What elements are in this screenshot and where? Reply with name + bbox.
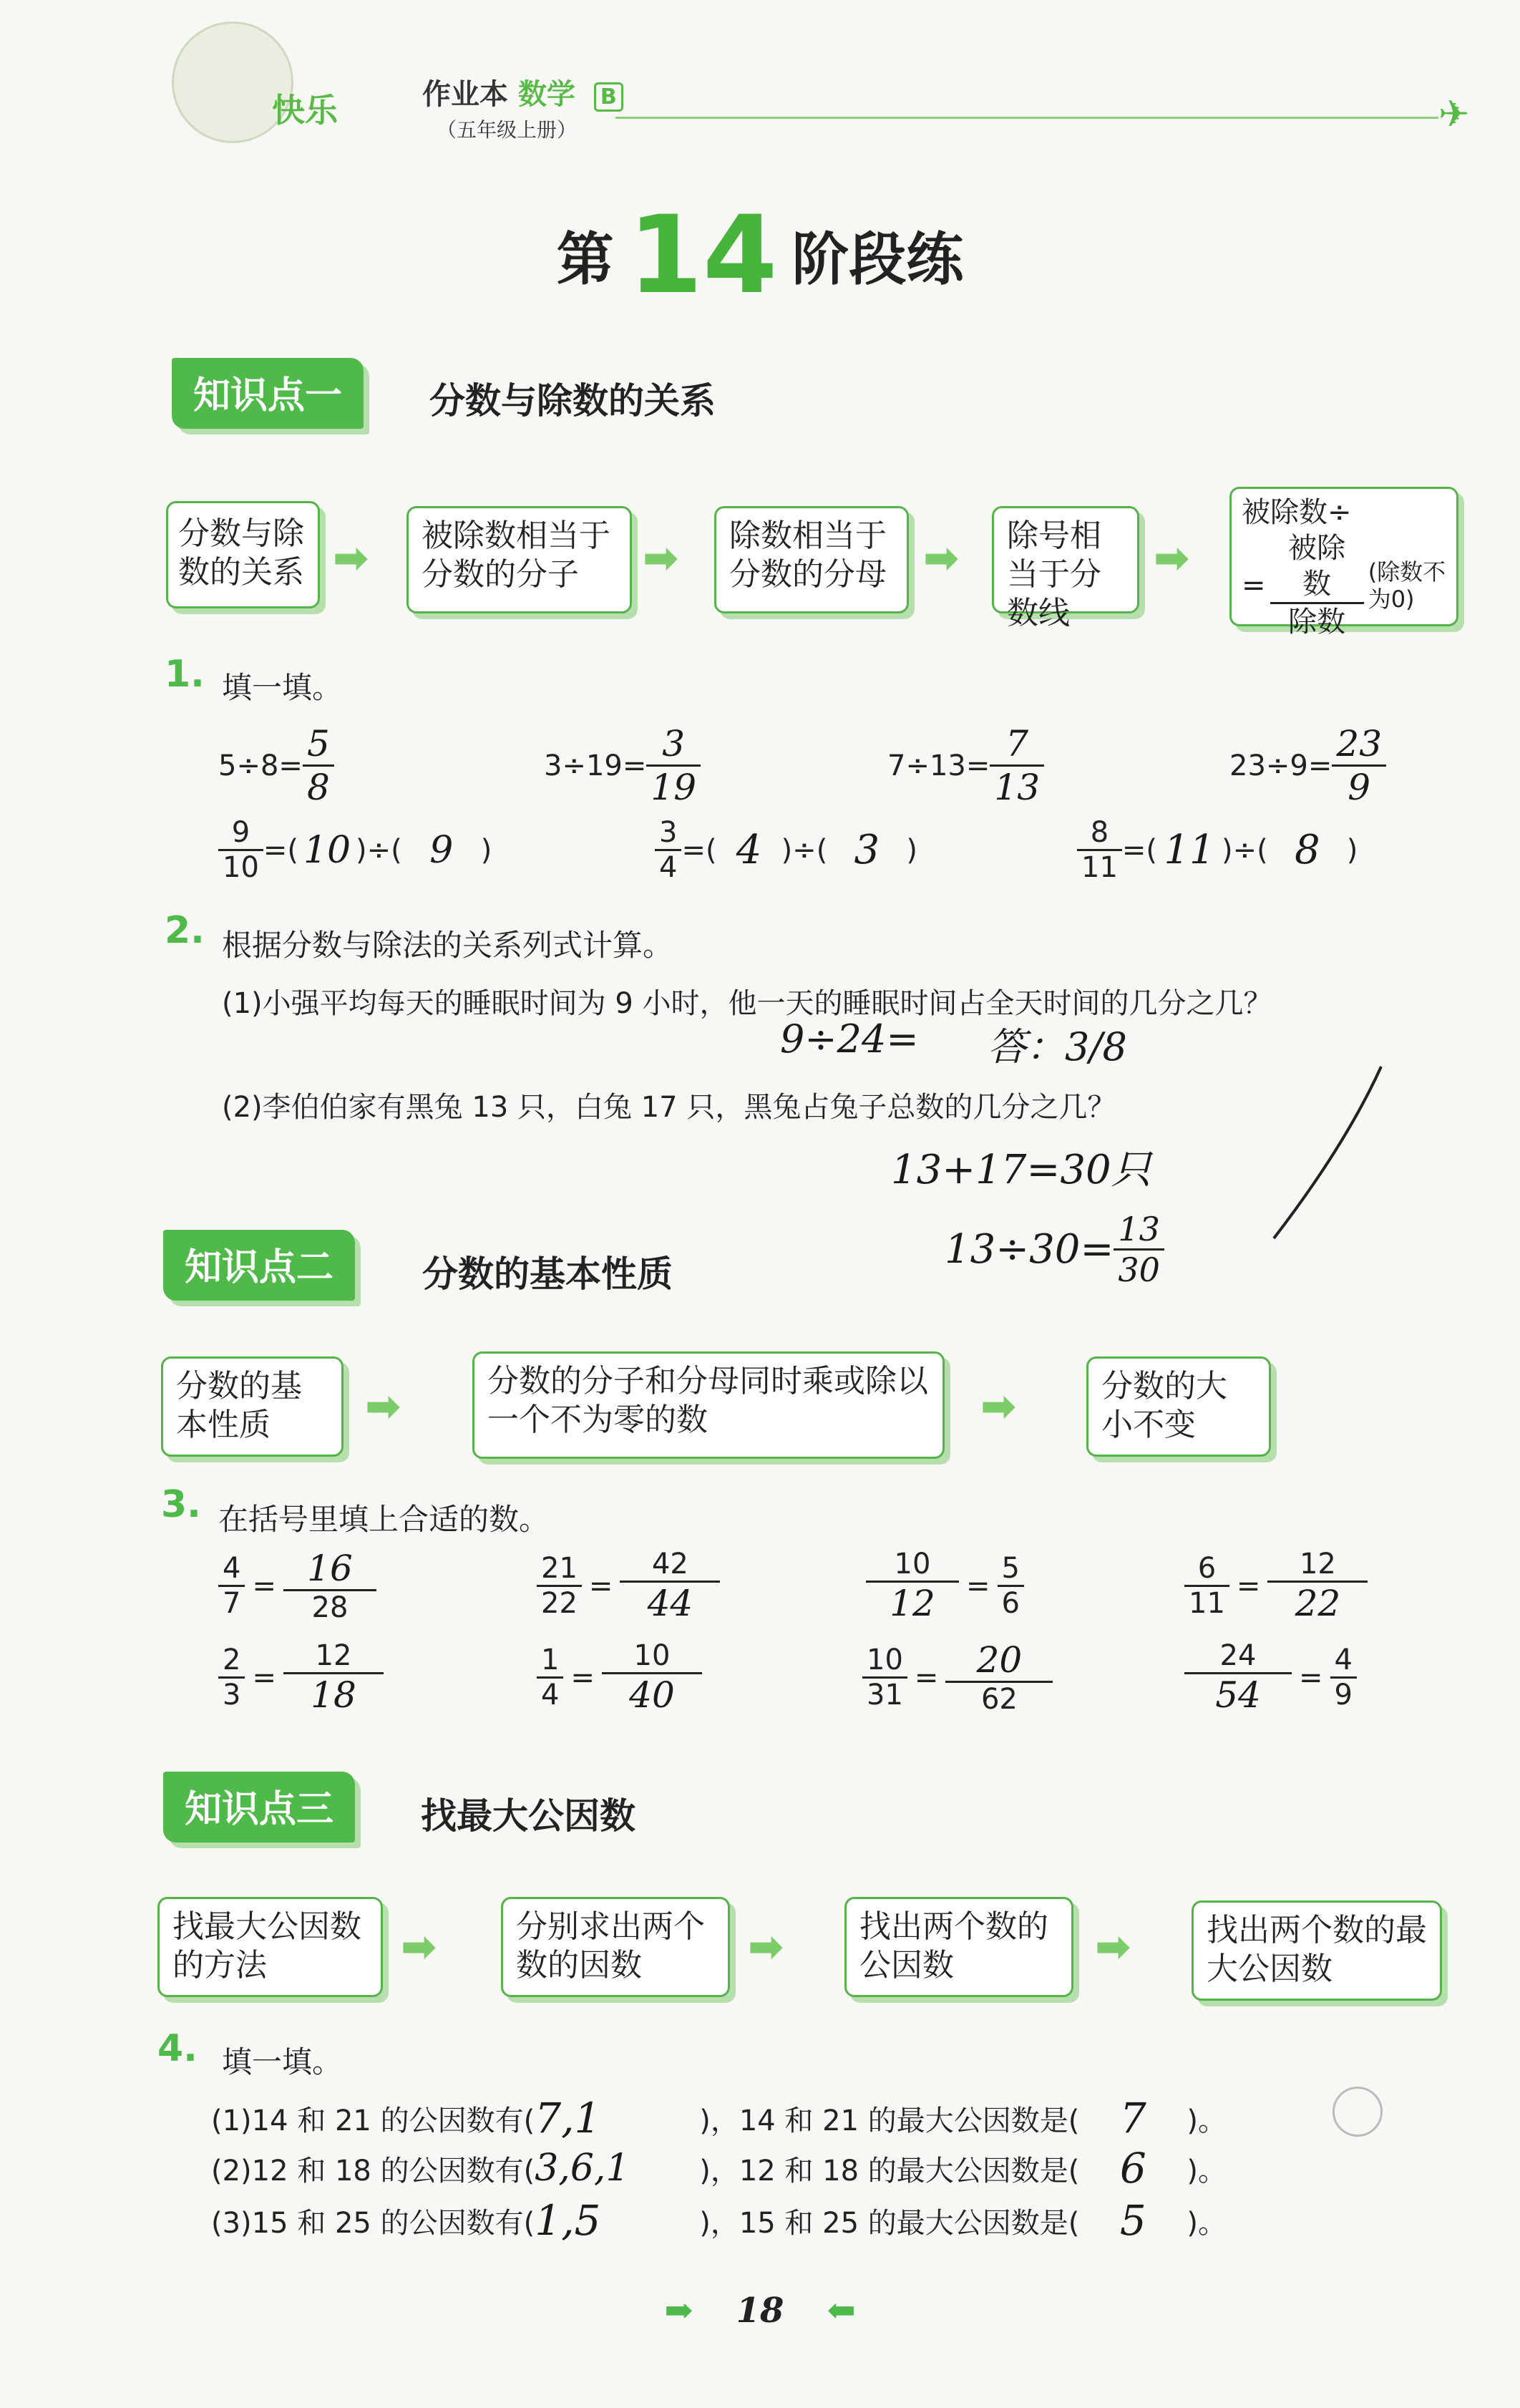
right-fraction xyxy=(1267,1548,1368,1624)
answer-blank: 8 xyxy=(1294,827,1320,873)
q3-item: $\frac{2}{3}$ = $\frac{12}{18}$ xyxy=(218,1639,384,1716)
denominator: 11 xyxy=(1081,851,1118,884)
row-text: (3)15 和 25 的公因数有( xyxy=(211,2206,535,2240)
right-fraction xyxy=(945,1639,1053,1716)
row-text: )，15 和 25 的最大公因数是( xyxy=(699,2206,1080,2240)
numerator: 24 xyxy=(1184,1639,1292,1674)
q1-item: $\frac{8}{11}$ =( 11 )÷( 8 ) xyxy=(1077,816,1358,884)
row-text: )，14 和 21 的最大公因数是( xyxy=(699,2104,1080,2137)
answer-numerator: 5 xyxy=(303,723,334,767)
arrow-right-icon: ➡ xyxy=(980,1382,1017,1432)
q1-item xyxy=(218,723,334,808)
answer-denominator: 19 xyxy=(651,767,697,808)
q4-row xyxy=(211,2196,1227,2245)
arrow-right-icon: ➡ xyxy=(365,1382,401,1432)
row-text: (2)12 和 18 的公因数有( xyxy=(211,2154,535,2188)
answer-numerator: 20 xyxy=(945,1639,1053,1683)
denominator: 6 xyxy=(1001,1587,1020,1620)
grade-label: （五年级上册） xyxy=(437,118,578,142)
pen-stroke xyxy=(1260,1059,1388,1246)
answer-denominator: 22 xyxy=(1295,1583,1341,1624)
expression: 7÷13= xyxy=(887,749,990,782)
stage-number: 14 xyxy=(628,193,778,318)
q4-row xyxy=(211,2094,1227,2142)
arrow-right-icon: ➡ xyxy=(748,1922,784,1972)
right-fraction xyxy=(998,1552,1024,1620)
right-fraction xyxy=(602,1639,702,1716)
answer-blank: 9 xyxy=(429,828,454,872)
q3-item: $\frac{10}{12}$ = $\frac{5}{6}$ xyxy=(866,1548,1024,1624)
answer-denominator: 12 xyxy=(890,1583,935,1624)
answer-denominator: 18 xyxy=(311,1674,356,1716)
answer-blank: 7,1 xyxy=(535,2094,601,2142)
flow-box: 分数的分子和分母同时乘或除以一个不为零的数 xyxy=(472,1351,945,1459)
formula-fraction xyxy=(1270,530,1364,640)
question-text: 填一填。 xyxy=(222,670,343,705)
answer-blank: 4 xyxy=(736,827,762,873)
book-title xyxy=(422,72,623,112)
expression: 3÷19= xyxy=(544,749,647,782)
q1-item: $\frac{9}{10}$ =( 10 )÷( 9 ) xyxy=(218,816,492,884)
denominator: 4 xyxy=(659,851,678,884)
row-text: (1)14 和 21 的公因数有( xyxy=(211,2104,535,2137)
denominator: 10 xyxy=(223,851,259,884)
numerator: 5 xyxy=(998,1552,1024,1587)
section-title-1: 分数与除数的关系 xyxy=(429,380,716,422)
right-fraction xyxy=(1330,1644,1357,1712)
formula-row xyxy=(1242,530,1446,640)
q1-item xyxy=(1229,723,1386,808)
answer-denominator: 9 xyxy=(1348,767,1371,808)
q1-item xyxy=(544,723,701,808)
stage-title xyxy=(0,193,1520,318)
denominator: 28 xyxy=(311,1591,349,1624)
left-fraction xyxy=(866,1548,959,1624)
left-fraction xyxy=(537,1644,563,1712)
arrow-right-icon: ➡ xyxy=(664,2291,693,2331)
row-text: )，12 和 18 的最大公因数是( xyxy=(699,2154,1080,2188)
left-fraction xyxy=(1184,1639,1292,1716)
flow-box: 分数与除数的关系 xyxy=(166,501,320,608)
numerator: 4 xyxy=(1330,1644,1357,1679)
left-fraction xyxy=(862,1644,907,1712)
numerator: 4 xyxy=(218,1552,245,1587)
given-fraction xyxy=(1077,816,1122,884)
left-fraction xyxy=(537,1552,582,1620)
flow-box: 找最大公因数的方法 xyxy=(157,1897,383,1997)
header-divider xyxy=(615,117,1438,119)
handwritten-work: 13+17=30只 xyxy=(891,1147,1151,1193)
answer-blank: 11 xyxy=(1164,827,1215,873)
formula-numerator: 被除数 xyxy=(1270,530,1364,604)
q3-item: $\frac{4}{7}$ = $\frac{16}{28}$ xyxy=(218,1548,376,1624)
flow-box: 找出两个数的公因数 xyxy=(844,1897,1073,1997)
answer-numerator: 7 xyxy=(990,723,1044,767)
answer-fraction xyxy=(646,723,701,808)
denominator: 62 xyxy=(980,1683,1018,1716)
left-fraction xyxy=(1184,1552,1229,1620)
right-fraction xyxy=(283,1639,384,1716)
handwritten-work xyxy=(945,1210,1164,1289)
numerator: 10 xyxy=(602,1639,702,1674)
left-fraction xyxy=(218,1552,245,1620)
arrow-right-icon: ➡ xyxy=(1095,1922,1131,1972)
section-tag-2: 知识点二 xyxy=(163,1230,355,1301)
formula-note: (除数不为0) xyxy=(1368,558,1446,613)
answer-fraction xyxy=(1332,723,1386,808)
denominator: 11 xyxy=(1189,1587,1225,1620)
answer-blank: 3 xyxy=(854,827,880,873)
answer-denominator: 40 xyxy=(629,1674,675,1716)
q3-item: $\frac{6}{11}$ = $\frac{12}{22}$ xyxy=(1184,1548,1368,1624)
page-footer xyxy=(0,2291,1520,2331)
answer-fraction xyxy=(990,723,1044,808)
row-text: )。 xyxy=(1187,2206,1227,2240)
logo-text: 快乐 xyxy=(272,91,338,130)
airplane-icon: ✈ xyxy=(1438,93,1470,136)
denominator: 9 xyxy=(1334,1679,1353,1712)
section-tag-1: 知识点一 xyxy=(172,358,364,429)
section-title-2: 分数的基本性质 xyxy=(422,1253,673,1295)
formula-denominator: 除数 xyxy=(1288,606,1346,639)
denominator: 4 xyxy=(541,1679,560,1712)
q3-item: $\frac{21}{22}$ = $\frac{42}{44}$ xyxy=(537,1548,720,1624)
q3-item: $\frac{24}{54}$ = $\frac{4}{9}$ xyxy=(1184,1639,1357,1716)
question-number: 3. xyxy=(161,1483,201,1526)
handwritten-fraction xyxy=(1114,1210,1164,1289)
numerator: 10 xyxy=(862,1644,907,1679)
flow-box: 分别求出两个数的因数 xyxy=(501,1897,730,1997)
numerator: 42 xyxy=(620,1548,720,1583)
section-tag-3: 知识点三 xyxy=(163,1772,355,1843)
question-number: 1. xyxy=(165,653,205,696)
numerator: 10 xyxy=(866,1548,959,1583)
q3-item: $\frac{1}{4}$ = $\frac{10}{40}$ xyxy=(537,1639,702,1716)
question-number: 4. xyxy=(157,2027,198,2070)
formula-equals: = xyxy=(1242,568,1266,602)
circle-mark xyxy=(1333,2087,1383,2137)
flow-box: 分数的大小不变 xyxy=(1086,1356,1271,1457)
arrow-right-icon: ➡ xyxy=(643,533,679,583)
row-text: )。 xyxy=(1187,2104,1227,2137)
answer-denominator: 13 xyxy=(994,767,1041,808)
row-text: )。 xyxy=(1187,2154,1227,2188)
answer-blank: 1,5 xyxy=(535,2196,601,2245)
answer-blank: 5 xyxy=(1119,2196,1146,2245)
handwritten-expression: 13÷30= xyxy=(945,1226,1114,1273)
expression: 23÷9= xyxy=(1229,749,1333,782)
q3-item: $\frac{10}{31}$ = $\frac{20}{62}$ xyxy=(862,1639,1053,1716)
numerator: 9 xyxy=(218,816,263,851)
given-fraction xyxy=(655,816,681,884)
handwritten-denominator: 30 xyxy=(1118,1251,1160,1289)
book-name: 作业本 xyxy=(422,78,508,111)
question-text: 在括号里填上合适的数。 xyxy=(218,1502,550,1537)
answer-denominator: 44 xyxy=(647,1583,693,1624)
denominator: 7 xyxy=(223,1587,241,1620)
right-fraction xyxy=(283,1548,376,1624)
stage-pre: 第 xyxy=(556,226,614,293)
flow-box: 分数的基本性质 xyxy=(161,1356,344,1457)
answer-blank: 7 xyxy=(1119,2094,1146,2142)
numerator: 8 xyxy=(1077,816,1122,851)
stage-post: 阶段练 xyxy=(791,226,964,293)
answer-blank: 10 xyxy=(303,828,351,872)
answer-blank: 3,6,1 xyxy=(535,2147,630,2190)
answer-denominator: 8 xyxy=(306,767,330,808)
q1-item xyxy=(887,723,1044,808)
formula-top: 被除数÷ xyxy=(1242,496,1352,529)
answer-fraction xyxy=(303,723,334,808)
answer-numerator: 16 xyxy=(283,1548,376,1591)
right-fraction xyxy=(620,1548,720,1624)
expression: 5÷8= xyxy=(218,749,303,782)
subject-name: 数学 xyxy=(517,78,575,111)
section-title-3: 找最大公因数 xyxy=(421,1795,635,1837)
q1-item: $\frac{3}{4}$ =( 4 )÷( 3 ) xyxy=(655,816,917,884)
edition-badge: B xyxy=(594,82,623,112)
handwritten-numerator: 13 xyxy=(1114,1210,1164,1251)
question-number: 2. xyxy=(165,909,205,952)
denominator: 3 xyxy=(223,1679,241,1712)
question-text: 根据分数与除法的关系列式计算。 xyxy=(222,928,673,963)
arrow-right-icon: ➡ xyxy=(333,533,369,583)
flow-box: 被除数相当于分数的分子 xyxy=(406,506,632,613)
numerator: 12 xyxy=(283,1639,384,1674)
question-text: 填一填。 xyxy=(222,2044,343,2079)
flow-box: 找出两个数的最大公因数 xyxy=(1192,1900,1442,2001)
question-part: (2)李伯伯家有黑兔 13 只，白兔 17 只，黑兔占兔子总数的几分之几？ xyxy=(222,1091,1116,1124)
numerator: 3 xyxy=(655,816,681,851)
arrow-right-icon: ➡ xyxy=(401,1922,437,1972)
answer-blank: 6 xyxy=(1119,2144,1146,2193)
numerator: 6 xyxy=(1184,1552,1229,1587)
numerator: 12 xyxy=(1267,1548,1368,1583)
arrow-right-icon: ➡ xyxy=(1154,533,1190,583)
answer-denominator: 54 xyxy=(1215,1674,1261,1716)
flow-box: 除号相当于分数线 xyxy=(992,506,1139,613)
numerator: 1 xyxy=(537,1644,563,1679)
page-number: 18 xyxy=(736,2291,784,2331)
formula-box xyxy=(1229,487,1458,639)
answer-numerator: 3 xyxy=(646,723,701,767)
answer-numerator: 23 xyxy=(1332,723,1386,767)
handwritten-work: 9÷24= xyxy=(780,1016,919,1062)
question-part: (1)小强平均每天的睡眠时间为 9 小时，他一天的睡眠时间占全天时间的几分之几？ xyxy=(222,987,1272,1020)
flow-box: 除数相当于分数的分母 xyxy=(714,506,909,613)
denominator: 22 xyxy=(541,1587,578,1620)
arrow-left-icon: ⬅ xyxy=(827,2291,856,2331)
q4-row xyxy=(211,2144,1227,2193)
given-fraction xyxy=(218,816,263,884)
denominator: 31 xyxy=(867,1679,903,1712)
numerator: 21 xyxy=(537,1552,582,1587)
numerator: 2 xyxy=(218,1644,245,1679)
left-fraction xyxy=(218,1644,245,1712)
arrow-right-icon: ➡ xyxy=(923,533,960,583)
handwritten-answer: 答：3/8 xyxy=(988,1024,1127,1069)
